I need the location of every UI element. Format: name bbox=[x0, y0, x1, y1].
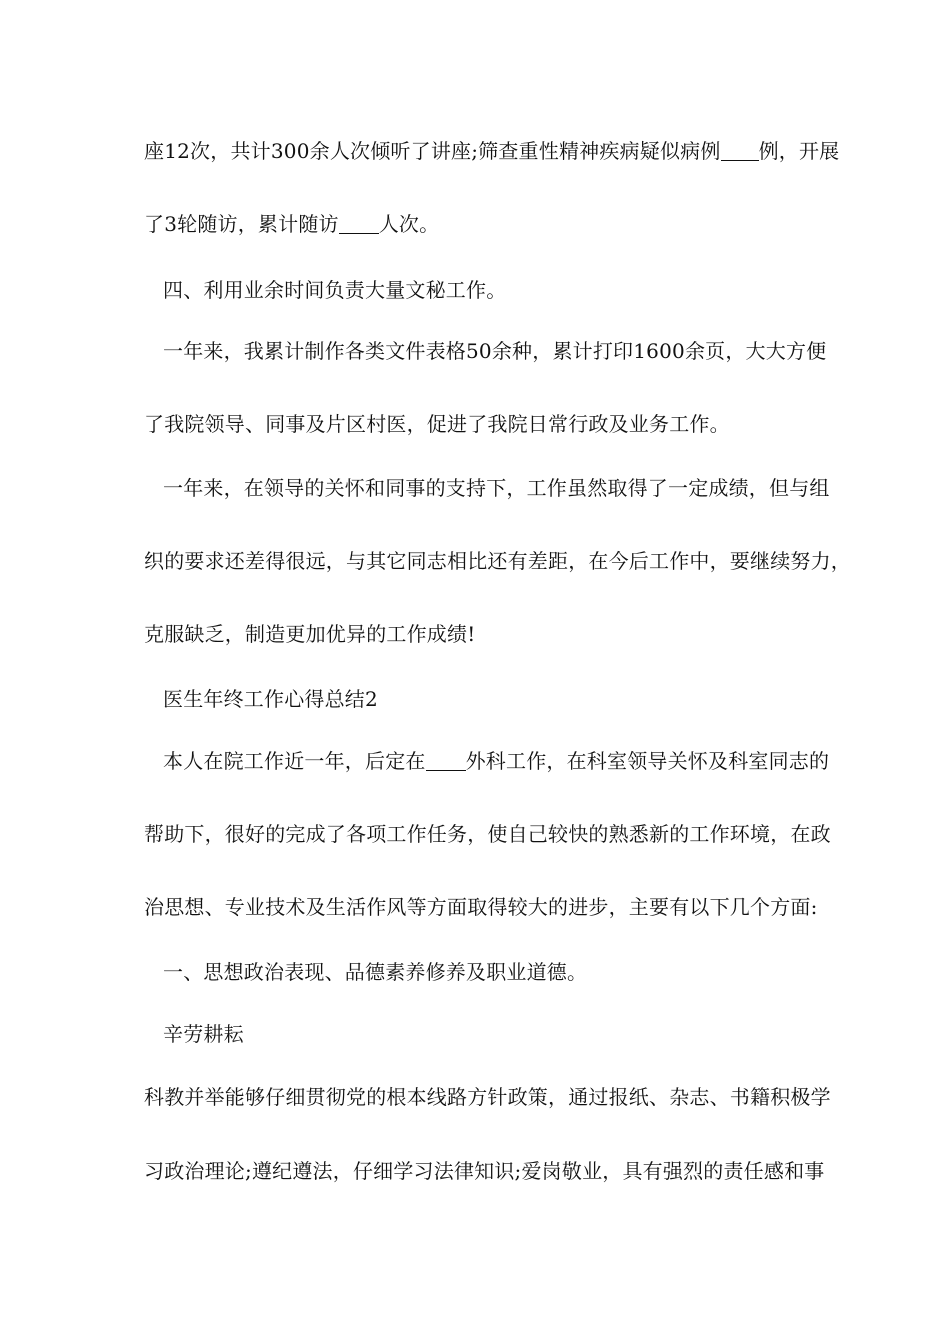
text-segment: 了3轮随访，累计随访 bbox=[144, 212, 339, 236]
paragraph-line bbox=[163, 747, 843, 775]
section-heading: 一、思想政治表现、品德素养修养及职业道德。 bbox=[163, 960, 588, 984]
paragraph-line: 一年来，在领导的关怀和同事的支持下，工作虽然取得了一定成绩，但与组 bbox=[163, 476, 830, 500]
text-segment: 人次。 bbox=[378, 212, 440, 236]
fill-in-blank bbox=[339, 213, 379, 234]
fill-in-blank bbox=[426, 750, 466, 771]
text-segment: 本人在院工作近一年，后定在 bbox=[163, 749, 426, 773]
paragraph-line: 织的要求还差得很远，与其它同志相比还有差距，在今后工作中，要继续努力， bbox=[144, 549, 851, 573]
paragraph-line: 科教并举能够仔细贯彻党的根本线路方针政策，通过报纸、杂志、书籍积极学 bbox=[144, 1085, 831, 1109]
section-title: 医生年终工作心得总结2 bbox=[163, 687, 378, 711]
fill-in-blank bbox=[721, 140, 759, 161]
paragraph-line: 治思想、专业技术及生活作风等方面取得较大的进步，主要有以下几个方面: bbox=[144, 895, 818, 919]
paragraph-line: 克服缺乏，制造更加优异的工作成绩! bbox=[144, 622, 476, 646]
text-segment: 例，开展 bbox=[758, 139, 840, 163]
paragraph-line bbox=[144, 137, 840, 165]
paragraph-line: 一年来，我累计制作各类文件表格50余种，累计打印1600余页，大大方便 bbox=[163, 339, 827, 363]
paragraph-line: 辛劳耕耘 bbox=[163, 1022, 244, 1046]
paragraph-line: 帮助下，很好的完成了各项工作任务，使自己较快的熟悉新的工作环境，在政 bbox=[144, 822, 831, 846]
text-segment: 外科工作，在科室领导关怀及科室同志的 bbox=[465, 749, 830, 773]
paragraph-line: 习政治理论;遵纪遵法，仔细学习法律知识;爱岗敬业，具有强烈的责任感和事 bbox=[144, 1159, 825, 1183]
paragraph-line: 了我院领导、同事及片区村医，促进了我院日常行政及业务工作。 bbox=[144, 412, 730, 436]
text-segment: 座12次，共计300余人次倾听了讲座;筛查重性精神疾病疑似病例 bbox=[144, 139, 721, 163]
paragraph-line bbox=[144, 210, 824, 238]
section-heading: 四、利用业余时间负责大量文秘工作。 bbox=[163, 278, 507, 302]
